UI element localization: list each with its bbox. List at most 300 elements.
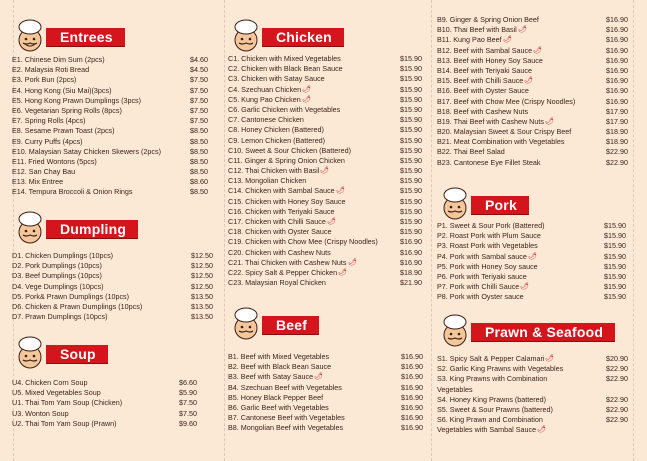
menu-item-name: E10. Malaysian Satay Chicken Skewers (2pcs) (12, 146, 162, 156)
menu-item-name: E14. Tempura Broccoli & Onion Rings (12, 187, 133, 197)
section-title: Beef (262, 316, 319, 334)
menu-item-name: U3. Wonton Soup (12, 408, 69, 418)
menu-item-name: B10. Thai Beef with Basil (437, 25, 517, 35)
chili-icon: 🌶 (336, 187, 345, 195)
menu-item-name: C8. Honey Chicken (Battered) (228, 125, 324, 135)
menu-item-price: $13.50 (191, 301, 213, 311)
menu-item-price: $12.50 (191, 271, 213, 281)
menu-item-price: $6.60 (179, 378, 197, 387)
menu-item-name: Vegetables with Sambal Sauce (437, 425, 537, 435)
chili-icon: 🌶 (302, 85, 311, 93)
menu-item-name: S4. Honey King Prawns (battered) (437, 394, 547, 404)
menu-item (228, 166, 422, 176)
menu-item-name: U2. Thai Tom Yam Soup (Prawn) (12, 418, 117, 428)
chili-icon: 🌶 (518, 26, 527, 34)
guide-line (431, 0, 432, 461)
menu-item (228, 74, 422, 84)
menu-item-name: C5. Kung Pao Chicken (228, 94, 301, 104)
menu-item-price: $22.90 (606, 157, 628, 167)
menu-item-name: E7. Spring Rolls (4pcs) (12, 116, 86, 126)
menu-item-price: $15.90 (400, 64, 422, 74)
menu-list (437, 354, 628, 436)
menu-item-name: B6. Garlic Beef with Vegetables (228, 402, 329, 412)
menu-item-price: $15.90 (604, 231, 626, 241)
menu-item-name: B7. Cantonese Beef with Vegetables (228, 413, 345, 423)
menu-item-name: C19. Chicken with Chow Mee (Crispy Noodles) (228, 237, 378, 247)
menu-item-price: $17.90 (606, 106, 628, 116)
menu-item-name: C4. Szechuan Chicken (228, 84, 302, 94)
chili-icon: 🌶 (545, 355, 554, 362)
menu-item-price: $16.90 (401, 423, 423, 433)
menu-item (228, 423, 423, 433)
chef-logo-icon (12, 18, 48, 54)
section-header (228, 26, 428, 46)
menu-item (437, 282, 626, 292)
menu-item-name: C9. Lemon Chicken (Battered) (228, 135, 326, 145)
section-header (12, 26, 212, 46)
menu-item (12, 167, 208, 177)
menu-item-name: C14. Chicken with Sambal Sauce (228, 186, 335, 196)
chili-icon: 🌶 (520, 283, 529, 291)
menu-item (437, 292, 626, 302)
menu-item-price: $15.90 (400, 186, 422, 196)
menu-item (228, 176, 422, 186)
menu-item (12, 96, 208, 106)
menu-item-price: $21.90 (400, 278, 422, 288)
chef-logo-icon (437, 313, 473, 349)
menu-item (12, 261, 213, 271)
section-header (437, 194, 637, 214)
menu-item-name: B21. Meat Combination with Vegetables (437, 137, 565, 147)
menu-item-price: $15.90 (400, 74, 422, 84)
menu-item-name: C1. Chicken with Mixed Vegetables (228, 54, 341, 63)
menu-item (437, 127, 628, 137)
menu-item (437, 147, 628, 157)
menu-item-name: B8. Mongolian Beef with Vegetables (228, 423, 344, 433)
section-title: Pork (471, 196, 529, 214)
menu-item-name: B11. Kung Pao Beef (437, 35, 502, 45)
guide-line (224, 0, 225, 461)
menu-item-name: C22. Spicy Salt & Pepper Chicken (228, 267, 338, 277)
menu-item-name: C21. Thai Chicken with Cashew Nuts (228, 257, 347, 267)
menu-item (12, 106, 208, 116)
menu-item-name: D4. Vege Dumplings (10pcs) (12, 281, 104, 291)
menu-item (228, 413, 423, 423)
menu-item-name: S5. Sweet & Sour Prawns (battered) (437, 404, 553, 414)
chili-icon: 🌶 (503, 36, 512, 44)
menu-item (12, 251, 213, 261)
menu-item-name: C2. Chicken with Black Bean Sauce (228, 64, 343, 74)
menu-item (228, 237, 422, 247)
menu-item-price: $16.90 (606, 25, 628, 35)
menu-item (228, 268, 422, 278)
menu-item-name: C12. Thai Chicken with Basil (228, 166, 320, 176)
menu-item-name: P3. Roast Pork with Vegetables (437, 241, 538, 251)
menu-item-price: $22.90 (606, 415, 628, 425)
menu-item (12, 312, 213, 322)
menu-item-name: B9. Ginger & Spring Onion Beef (437, 15, 539, 24)
entrees-section (12, 26, 212, 197)
menu-item-name: B15. Beef with Chilli Sauce (437, 76, 524, 86)
menu-item (437, 405, 628, 415)
menu-item (437, 262, 626, 272)
menu-item-price: $15.90 (400, 94, 422, 104)
menu-item (228, 186, 422, 196)
section-title: Chicken (262, 28, 344, 46)
menu-item (228, 54, 422, 64)
menu-item (437, 272, 626, 282)
menu-item (228, 352, 423, 362)
chili-icon: 🌶 (320, 167, 329, 175)
beef-section (228, 314, 428, 433)
menu-item (12, 419, 197, 429)
chef-logo-icon (12, 335, 48, 371)
menu-item (12, 126, 208, 136)
menu-item (228, 197, 422, 207)
menu-item-name: U5. Mixed Vegetables Soup (12, 388, 101, 398)
menu-item (437, 25, 628, 35)
menu-item-price: $15.90 (400, 54, 422, 63)
menu-item-price: $16.90 (400, 257, 422, 267)
menu-item (12, 292, 213, 302)
menu-item-price: $15.90 (400, 196, 422, 206)
section-header (228, 314, 428, 334)
menu-item-price: $4.60 (190, 55, 208, 64)
menu-item (228, 248, 422, 258)
menu-item-price: $15.90 (400, 227, 422, 237)
menu-item (228, 403, 423, 413)
menu-item (437, 117, 628, 127)
menu-item-price: $18.90 (606, 137, 628, 147)
menu-item-price: $16.90 (401, 392, 423, 402)
menu-item-name: D2. Pork Dumplings (10pcs) (12, 261, 102, 271)
chili-icon: 🌶 (338, 268, 347, 276)
menu-item (228, 115, 422, 125)
menu-item (228, 362, 423, 372)
menu-item-name: E5. Hong Kong Prawn Dumplings (3pcs) (12, 95, 142, 105)
menu-item (437, 415, 628, 425)
menu-item-price: $16.90 (400, 237, 422, 247)
menu-item (228, 146, 422, 156)
chef-logo-icon (228, 306, 264, 342)
menu-item-name: B12. Beef with Sambal Sauce (437, 45, 533, 55)
menu-list (12, 378, 197, 429)
menu-item-name: C15. Chicken with Honey Soy Sauce (228, 196, 346, 206)
menu-item (12, 388, 197, 398)
menu-item (437, 374, 628, 384)
menu-list (12, 251, 213, 322)
menu-item-name: P6. Pork with Teriyaki sauce (437, 271, 527, 281)
menu-item-name: D3. Beef Dumplings (10pcs) (12, 271, 102, 281)
menu-item-name: S3. King Prawns with Combination (437, 374, 548, 384)
menu-item-price: $16.90 (401, 352, 423, 361)
menu-item (228, 278, 422, 288)
menu-item-name: B17. Beef with Chow Mee (Crispy Noodles) (437, 96, 576, 106)
menu-item (12, 409, 197, 419)
menu-item-name: C23. Malaysian Royal Chicken (228, 278, 326, 288)
menu-item (437, 46, 628, 56)
menu-item-price: $7.50 (190, 105, 208, 115)
menu-item-price: $8.60 (190, 177, 208, 187)
chili-icon: 🌶 (537, 426, 546, 434)
menu-item (437, 425, 628, 435)
menu-item-price: $20.90 (606, 354, 628, 363)
menu-item-name: E8. Sesame Prawn Toast (2pcs) (12, 126, 115, 136)
menu-item-name: B13. Beef with Honey Soy Sauce (437, 55, 543, 65)
menu-item-name: B22. Thai Beef Salad (437, 147, 505, 157)
menu-item-name: C11. Ginger & Spring Onion Chicken (228, 155, 345, 165)
menu-item-price: $15.90 (400, 155, 422, 165)
section-title: Soup (46, 345, 108, 363)
menu-item-name: B2. Beef with Black Bean Sauce (228, 362, 332, 372)
menu-list (12, 55, 208, 198)
menu-item-name: B20. Malaysian Sweet & Sour Crispy Beef (437, 127, 572, 137)
menu-item-price: $16.90 (606, 35, 628, 45)
menu-item-price: $12.50 (191, 261, 213, 271)
pork-section (437, 194, 637, 302)
menu-item-price: $7.50 (190, 95, 208, 105)
menu-item (228, 207, 422, 217)
menu-item-name: C10. Sweet & Sour Chicken (Battered) (228, 145, 352, 155)
menu-item-price: $15.90 (604, 251, 626, 261)
menu-item-price: $22.90 (606, 404, 628, 414)
menu-item-name: E6. Vegetarian Spring Rolls (8pcs) (12, 105, 122, 115)
menu-item-name: E13. Mix Entree (12, 177, 64, 187)
menu-item (12, 378, 197, 388)
menu-item-price: $15.90 (400, 135, 422, 145)
menu-item-name: B16. Beef with Oyster Sauce (437, 86, 529, 96)
menu-item-price: $15.90 (400, 104, 422, 114)
menu-item-price: $15.90 (604, 292, 626, 302)
menu-item-price: $16.90 (606, 76, 628, 86)
menu-item (228, 156, 422, 166)
menu-item-price: $8.50 (190, 136, 208, 146)
menu-item (12, 86, 208, 96)
menu-item (12, 157, 208, 167)
chili-icon: 🌶 (302, 95, 311, 103)
menu-item-price: $16.90 (606, 96, 628, 106)
menu-item-name: D1. Chicken Dumplings (10pcs) (12, 251, 114, 260)
menu-item (437, 221, 626, 231)
chili-icon: 🌶 (314, 373, 323, 381)
menu-item-price: $15.90 (604, 241, 626, 251)
menu-item-name: B19. Thai Beef with Cashew Nuts (437, 116, 544, 126)
menu-item-name: C20. Chicken with Cashew Nuts (228, 247, 331, 257)
menu-item-name: E11. Fried Wontons (5pcs) (12, 156, 97, 166)
menu-item-price: $12.50 (191, 251, 213, 260)
menu-item-price: $16.90 (606, 55, 628, 65)
menu-item-name: P4. Pork with Sambal sauce (437, 251, 527, 261)
menu-item-price: $4.50 (190, 65, 208, 75)
menu-item (228, 95, 422, 105)
menu-item-price: $15.90 (400, 206, 422, 216)
menu-item-price: $8.50 (190, 156, 208, 166)
menu-item-name: E3. Pork Bun (2pcs) (12, 75, 77, 85)
section-header (12, 218, 212, 238)
menu-item (228, 393, 423, 403)
menu-item (437, 35, 628, 45)
menu-item (437, 364, 628, 374)
menu-item-price: $22.90 (606, 374, 628, 384)
menu-item-price: $18.90 (400, 267, 422, 277)
menu-item (228, 258, 422, 268)
menu-item-price: $16.90 (401, 382, 423, 392)
menu-item-price: $15.90 (604, 282, 626, 292)
menu-item (437, 385, 628, 395)
menu-item-price: $7.50 (190, 116, 208, 126)
menu-item (12, 55, 208, 65)
menu-item (228, 136, 422, 146)
menu-item-name: S1. Spicy Salt & Pepper Calamari (437, 354, 545, 363)
menu-item (12, 75, 208, 85)
menu-item-name: C7. Cantonese Chicken (228, 115, 304, 125)
menu-item-name: E4. Hong Kong (Siu Mai)(3pcs) (12, 85, 112, 95)
menu-item-price: $7.50 (190, 85, 208, 95)
menu-item-name: B18. Beef with Cashew Nuts (437, 106, 529, 116)
menu-item-name: S2. Garlic King Prawns with Vegetables (437, 364, 564, 374)
menu-item-price: $15.90 (400, 115, 422, 125)
menu-item-name: C13. Mongolian Chicken (228, 176, 307, 186)
menu-item-name: P7. Pork with Chilli Sauce (437, 282, 520, 292)
section-header (437, 321, 637, 341)
chili-icon: 🌶 (327, 218, 336, 225)
menu-item (437, 252, 626, 262)
menu-item (228, 383, 423, 393)
menu-item-name: B14. Beef with Teriyaki Sauce (437, 65, 532, 75)
soup-section (12, 343, 212, 428)
menu-item-name: P8. Pork with Oyster sauce (437, 292, 524, 302)
menu-item-price: $16.90 (401, 413, 423, 423)
menu-item-name: B1. Beef with Mixed Vegetables (228, 352, 330, 361)
menu-item (228, 64, 422, 74)
menu-item (12, 137, 208, 147)
menu-item-price: $16.90 (606, 65, 628, 75)
menu-list (228, 54, 422, 288)
menu-item (12, 147, 208, 157)
menu-item-name: D5. Pork& Prawn Dumplings (10pcs) (12, 291, 130, 301)
menu-item-name: B23. Cantonese Eye Fillet Steak (437, 157, 541, 167)
menu-item-name: D7. Prawn Dumplings (10pcs) (12, 312, 108, 322)
menu-item (12, 65, 208, 75)
menu-item (12, 398, 197, 408)
menu-item-price: $16.90 (401, 362, 423, 372)
menu-item-name: E12. San Chay Bau (12, 167, 76, 177)
menu-item-price: $16.90 (401, 372, 423, 382)
menu-item-name: P1. Sweet & Sour Pork (Battered) (437, 221, 545, 230)
menu-item-price: $16.90 (401, 402, 423, 412)
menu-item (228, 372, 423, 382)
chef-logo-icon (12, 210, 48, 246)
menu-item (437, 354, 628, 364)
menu-item-price: $8.50 (190, 187, 208, 197)
menu-item-price: $7.50 (179, 398, 197, 408)
menu-item-name: S6. King Prawn and Combination (437, 415, 543, 425)
menu-item-name: C17. Chicken with Chilli Sauce (228, 217, 326, 226)
menu-item-name: E9. Curry Puffs (4pcs) (12, 136, 83, 146)
menu-item-price: $15.90 (400, 166, 422, 176)
menu-item-name: B3. Beef with Satay Sauce (228, 372, 314, 382)
menu-item-price: $22.90 (606, 147, 628, 157)
menu-item (12, 302, 213, 312)
menu-item-price: $15.90 (400, 217, 422, 226)
menu-item (437, 76, 628, 86)
chili-icon: 🌶 (528, 252, 537, 260)
menu-item-name: B4. Szechuan Beef with Vegetables (228, 382, 342, 392)
menu-item-price: $16.90 (606, 86, 628, 96)
chili-icon: 🌶 (348, 258, 357, 266)
section-title: Prawn & Seafood (471, 323, 615, 341)
menu-item (228, 105, 422, 115)
menu-item (437, 107, 628, 117)
chili-icon: 🌶 (524, 77, 533, 85)
menu-item-name: P2. Roast Pork with Plum Sauce (437, 231, 541, 241)
menu-item (437, 241, 626, 251)
menu-item (437, 56, 628, 66)
menu-item-name: C16. Chicken with Teriyaki Sauce (228, 206, 335, 216)
menu-item (437, 158, 628, 168)
menu-item-price: $12.50 (191, 281, 213, 291)
section-title: Dumpling (46, 220, 138, 238)
menu-item-price: $22.90 (606, 394, 628, 404)
chef-logo-icon (228, 18, 264, 54)
chicken-section (228, 26, 428, 288)
menu-item (12, 271, 213, 281)
menu-item (12, 187, 208, 197)
menu-item-price: $16.90 (400, 247, 422, 257)
menu-item (437, 137, 628, 147)
menu-item-price: $16.90 (606, 15, 628, 24)
menu-item-price: $15.90 (400, 125, 422, 135)
menu-item (228, 217, 422, 227)
section-title: Entrees (46, 28, 125, 46)
menu-item (12, 116, 208, 126)
menu-item (437, 15, 628, 25)
menu-item-name: U4. Chicken Corn Soup (12, 378, 88, 387)
section-header (12, 343, 212, 363)
menu-item-name: D6. Chicken & Prawn Dumplings (10pcs) (12, 301, 143, 311)
menu-list (437, 221, 626, 303)
menu-item-name: B5. Honey Black Pepper Beef (228, 392, 324, 402)
menu-item (437, 395, 628, 405)
menu-item (12, 282, 213, 292)
menu-item-price: $17.90 (606, 116, 628, 126)
menu-item-price: $8.50 (190, 146, 208, 156)
menu-item (228, 85, 422, 95)
menu-item-name: U1. Thai Tom Yam Soup (Chicken) (12, 398, 123, 408)
prawn-seafood-section (437, 321, 637, 435)
menu-item-price: $22.90 (606, 364, 628, 374)
menu-item (437, 97, 628, 107)
menu-item-price: $5.90 (179, 388, 197, 398)
menu-item-name: P5. Pork with Honey Soy sauce (437, 261, 538, 271)
menu-item (437, 66, 628, 76)
menu-item-price: $7.50 (190, 75, 208, 85)
menu-list (437, 15, 628, 168)
menu-item-price: $16.90 (606, 45, 628, 55)
menu-item-price: $8.50 (190, 167, 208, 177)
menu-item (228, 227, 422, 237)
menu-item-price: $8.50 (190, 126, 208, 136)
menu-list (228, 352, 423, 434)
menu-item-name: C18. Chicken with Oyster Sauce (228, 227, 332, 237)
menu-item-price: $15.90 (604, 271, 626, 281)
menu-item-price: $13.50 (191, 312, 213, 322)
chili-icon: 🌶 (533, 46, 542, 54)
menu-item-price: $7.50 (179, 408, 197, 418)
menu-item-name: E1. Chinese Dim Sum (2pcs) (12, 55, 105, 64)
menu-item (12, 177, 208, 187)
guide-line (633, 0, 634, 461)
